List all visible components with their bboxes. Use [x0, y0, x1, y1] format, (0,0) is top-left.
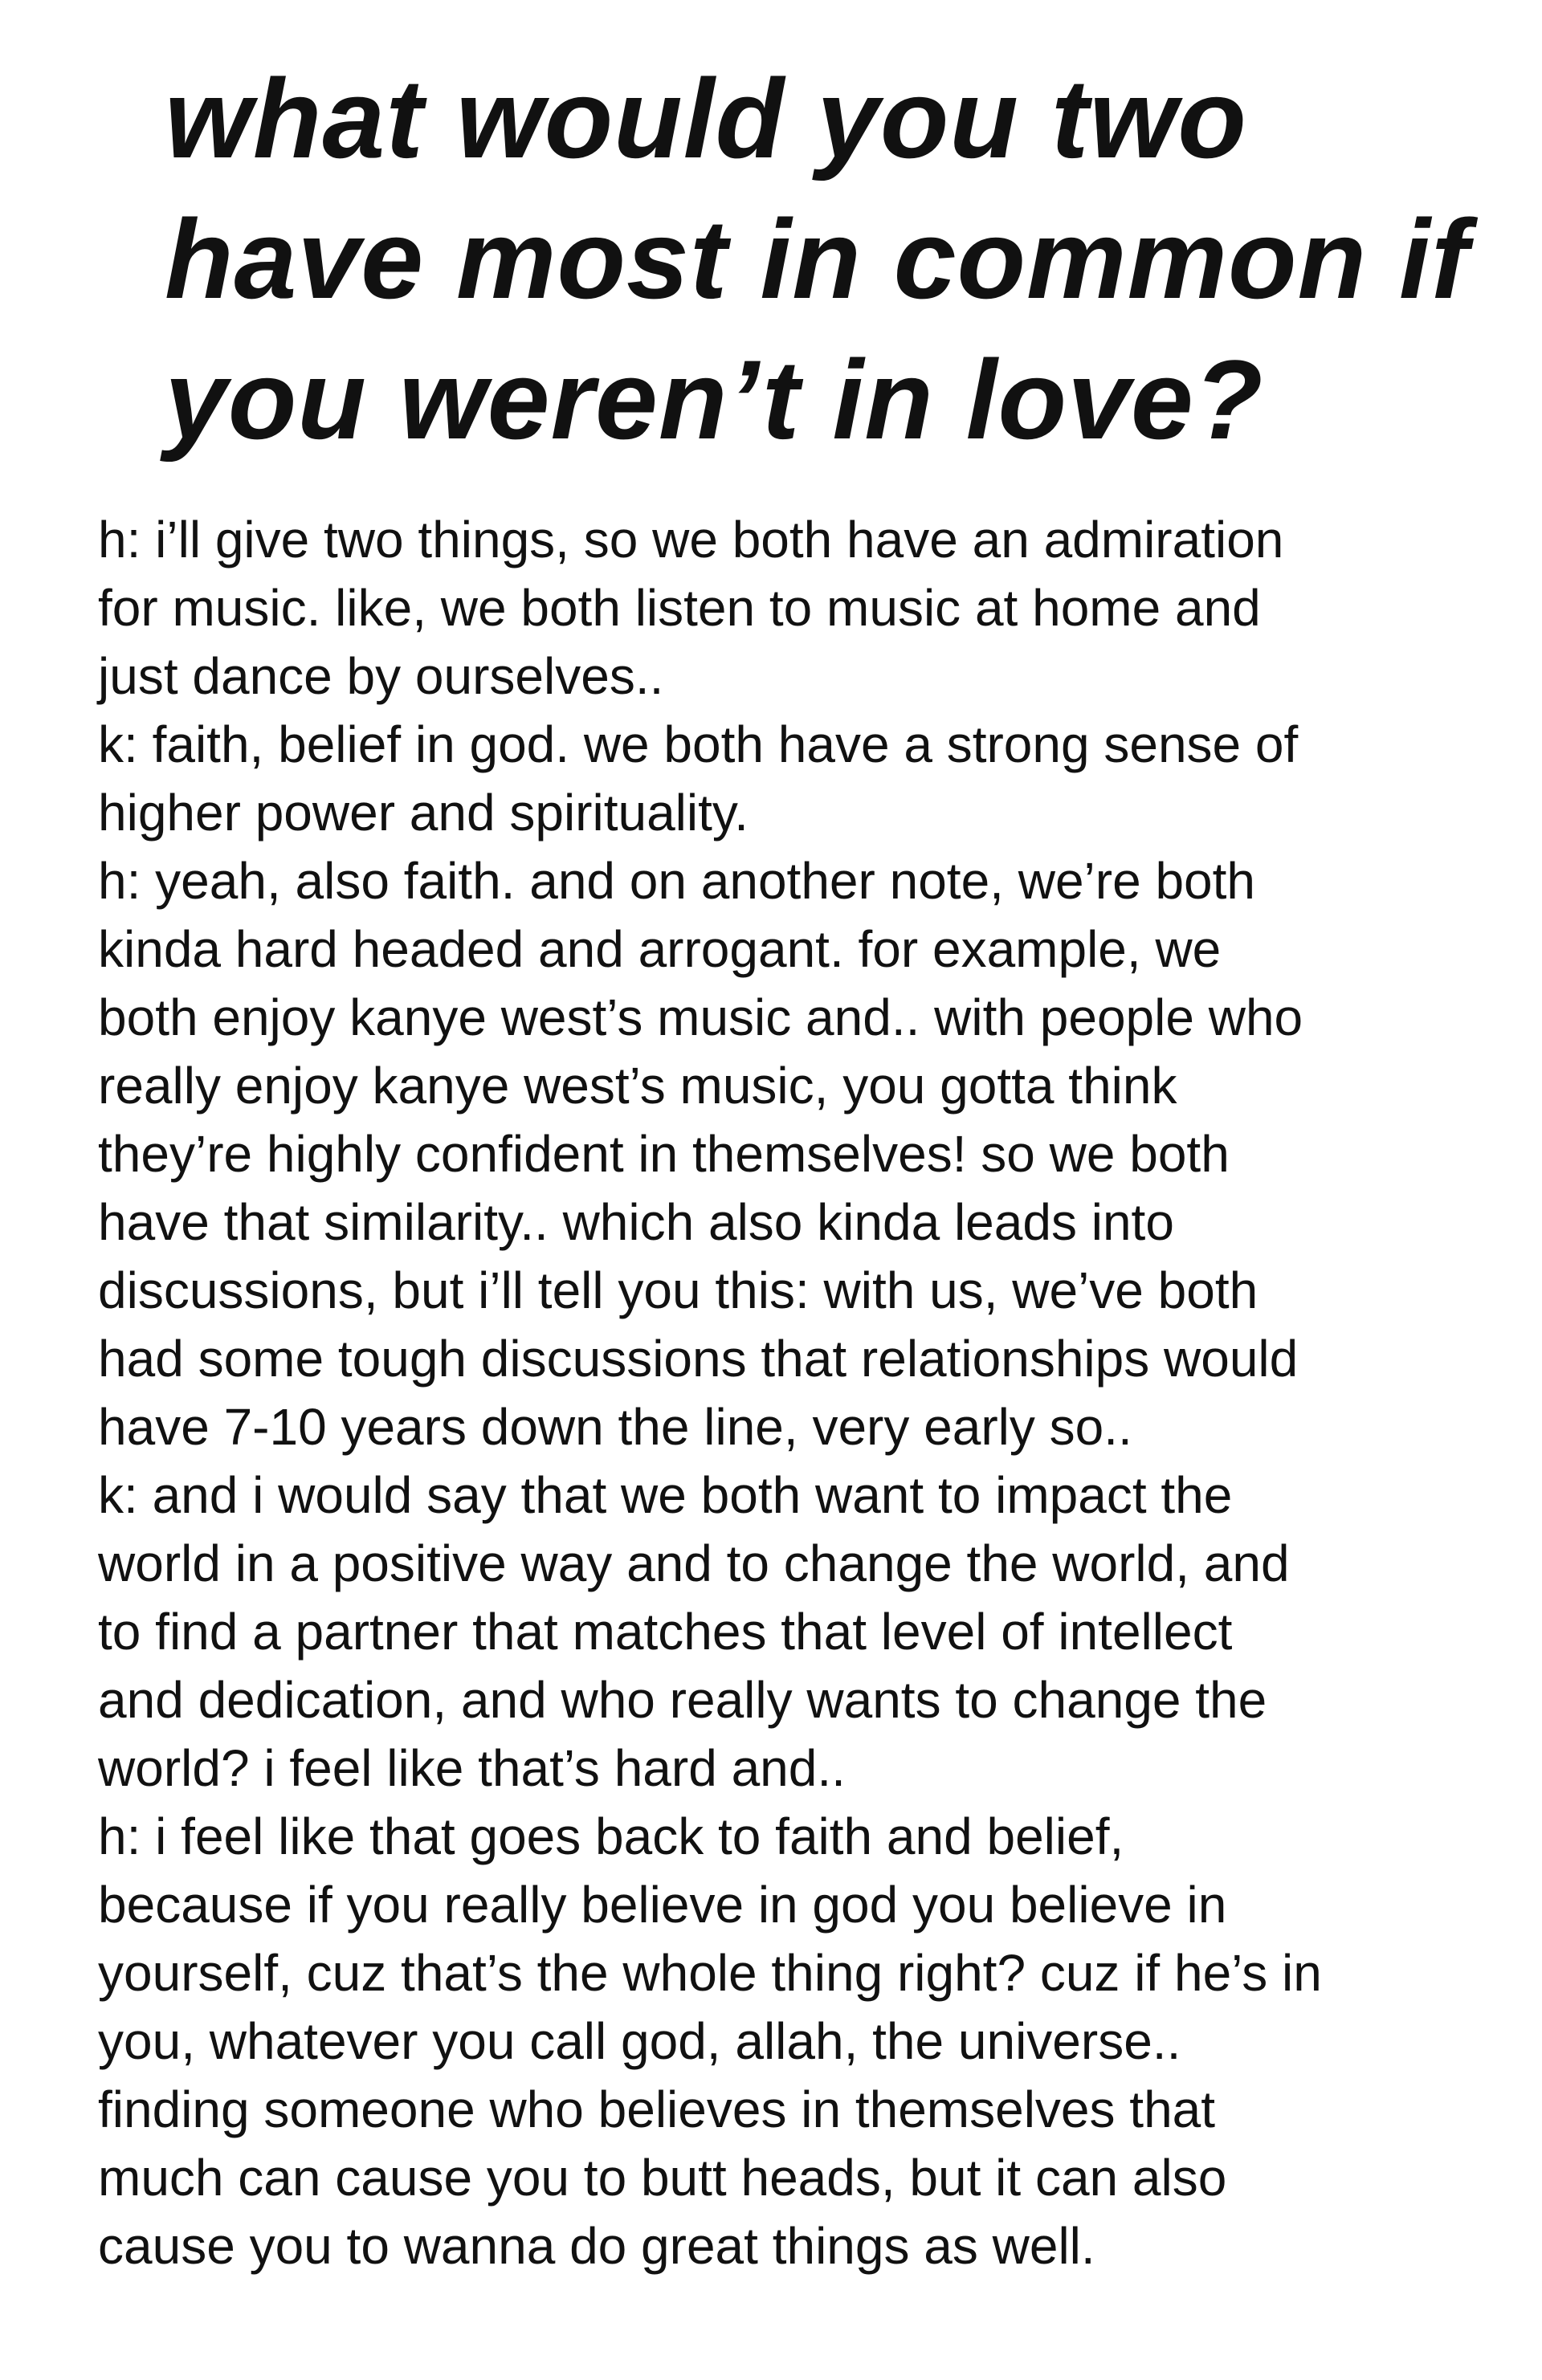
answer-line: because if you really believe in god you believe in [98, 1876, 1227, 1934]
answer-line: cause you to wanna do great things as well. [98, 2217, 1095, 2275]
heading-line: have most in common if [165, 196, 1470, 322]
answer-line: just dance by ourselves.. [98, 647, 664, 705]
heading-line: what would you two [165, 55, 1247, 181]
answer-line: world? i feel like that’s hard and.. [98, 1739, 846, 1797]
answer-line: k: faith, belief in god. we both have a strong sense of [98, 715, 1299, 773]
answer-line: world in a positive way and to change the world, and [98, 1534, 1290, 1592]
interview-answer-text [98, 506, 1511, 2280]
answer-line: yourself, cuz that’s the whole thing right? cuz if he’s in [98, 1944, 1322, 2002]
answer-line: really enjoy kanye west’s music, you gotta think [98, 1057, 1177, 1115]
answer-line: both enjoy kanye west’s music and.. with people who [98, 988, 1303, 1046]
answer-line: have 7-10 years down the line, very early so.. [98, 1398, 1132, 1456]
heading-line: you weren’t in love? [165, 336, 1264, 463]
answer-line: h: i feel like that goes back to faith and belief, [98, 1807, 1124, 1865]
answer-line: higher power and spirituality. [98, 784, 749, 842]
question-heading [165, 48, 1470, 470]
answer-line: had some tough discussions that relationships would [98, 1330, 1299, 1388]
answer-line: to find a partner that matches that level of intellect [98, 1603, 1233, 1661]
answer-line: much can cause you to butt heads, but it can also [98, 2149, 1227, 2207]
answer-line: have that similarity.. which also kinda leads into [98, 1193, 1174, 1251]
answer-line: and dedication, and who really wants to change the [98, 1671, 1267, 1729]
answer-line: kinda hard headed and arrogant. for example, we [98, 920, 1222, 978]
answer-line: k: and i would say that we both want to impact the [98, 1466, 1233, 1524]
answer-line: you, whatever you call god, allah, the universe.. [98, 2012, 1181, 2070]
answer-line: discussions, but i’ll tell you this: with us, we’ve both [98, 1261, 1258, 1319]
answer-line: h: i’ll give two things, so we both have an admiration [98, 511, 1284, 569]
answer-line: h: yeah, also faith. and on another note, we’re both [98, 852, 1255, 910]
answer-line: they’re highly confident in themselves! so we both [98, 1125, 1230, 1183]
answer-line: for music. like, we both listen to music at home and [98, 579, 1261, 637]
answer-line: finding someone who believes in themselves that [98, 2080, 1216, 2138]
